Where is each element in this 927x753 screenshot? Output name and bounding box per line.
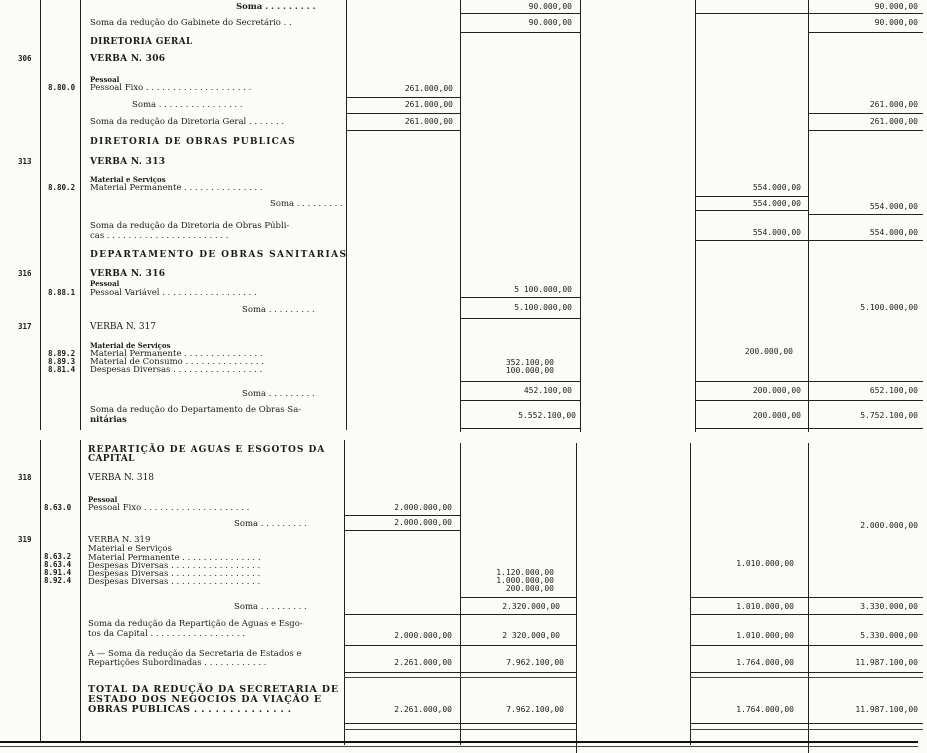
row-description: Pessoal Variável . . . . . . . . . . . . . . . . . . <box>90 288 257 298</box>
verba-heading: VERBA N. 319 <box>88 535 151 545</box>
cell-value: 554.000,00 <box>752 228 801 237</box>
row-description: Soma da redução da Repartição de Aguas e Esgo- <box>88 619 303 629</box>
cell-value: 554.000,00 <box>752 199 801 208</box>
cell-value: 100.000,00 <box>505 366 554 375</box>
grand-total-label-cont: OBRAS PUBLICAS . . . . . . . . . . . . . . <box>88 704 292 715</box>
row-soma-label: Soma . . . . . . . . . <box>242 305 315 315</box>
row-soma-label: Soma . . . . . . . . . <box>236 2 316 12</box>
row-description: Material Permanente . . . . . . . . . . . . . . . <box>88 553 261 563</box>
verba-number: 313 <box>18 157 32 166</box>
group-label: Material e Serviços <box>88 544 172 554</box>
cell-value: 90.000,00 <box>874 2 918 11</box>
row-description-cont: cas . . . . . . . . . . . . . . . . . . . . . . . <box>90 231 229 241</box>
item-code: 8.81.4 <box>48 365 76 374</box>
cell-value: 7.962.100,00 <box>506 658 564 667</box>
row-soma-label: Soma . . . . . . . . . <box>242 389 315 399</box>
cell-value: 3.330.000,00 <box>860 602 918 611</box>
row-description: A — Soma da redução da Secretaria de Estados e <box>88 649 302 659</box>
item-code: 8.89.2 <box>48 349 76 358</box>
item-code: 8.89.3 <box>48 357 76 366</box>
item-code: 8.80.0 <box>48 83 76 92</box>
cell-value: 11.987.100,00 <box>855 658 918 667</box>
row-description: Despesas Diversas . . . . . . . . . . . . . . . . . <box>88 569 261 579</box>
item-code: 8.91.4 <box>44 568 72 577</box>
cell-value: 7.962.100,00 <box>506 705 564 714</box>
cell-value: 2.000.000,00 <box>394 503 452 512</box>
cell-value: 554.000,00 <box>869 228 918 237</box>
cell-value: 5.752.100,00 <box>860 411 918 420</box>
row-description: Material de Consumo . . . . . . . . . . . . . . . <box>90 357 264 367</box>
cell-value: 200.000,00 <box>752 411 801 420</box>
cell-value: 554.000,00 <box>869 202 918 211</box>
cell-value: 2.320.000,00 <box>502 602 560 611</box>
verba-number: 318 <box>18 473 32 482</box>
row-soma-label: Soma . . . . . . . . . <box>270 199 343 209</box>
row-description: Pessoal Fixo . . . . . . . . . . . . . . . . . . . . <box>88 503 250 513</box>
cell-value: 1.120.000,00 <box>496 568 554 577</box>
cell-value: 5 100.000,00 <box>514 285 572 294</box>
row-soma-label: Soma . . . . . . . . . <box>234 519 307 529</box>
verba-heading: VERBA N. 313 <box>90 157 166 167</box>
row-description-cont: Repartições Subordinadas . . . . . . . . . . . . <box>88 658 267 668</box>
row-description-cont: nitárias <box>90 415 127 425</box>
row-description: Despesas Diversas . . . . . . . . . . . . . . . . . <box>88 577 261 587</box>
row-soma-label: Soma . . . . . . . . . . . . . . . . <box>132 100 243 110</box>
cell-value: 261.000,00 <box>404 100 453 109</box>
cell-value: 90.000,00 <box>528 2 572 11</box>
cell-value: 200.000,00 <box>752 386 801 395</box>
cell-value: 90.000,00 <box>874 18 918 27</box>
group-label: Pessoal <box>88 495 118 504</box>
cell-value: 452.100,00 <box>523 386 572 395</box>
verba-heading: VERBA N. 317 <box>90 322 157 332</box>
cell-value: 1.010.000,00 <box>736 602 794 611</box>
row-description: Pessoal Fixo . . . . . . . . . . . . . . . . . . . . <box>90 83 252 93</box>
grand-total-label: TOTAL DA REDUÇÃO DA SECRETARIA DE <box>88 684 339 695</box>
group-label: Pessoal <box>90 279 120 288</box>
row-description: Material Permanente . . . . . . . . . . . . . . . <box>90 183 263 193</box>
verba-heading: VERBA N. 306 <box>90 54 166 64</box>
cell-value: 200.000,00 <box>744 347 793 356</box>
cell-value: 1.000.000,00 <box>496 576 554 585</box>
row-description: Despesas Diversas . . . . . . . . . . . . . . . . . <box>88 561 261 571</box>
section-heading: DEPARTAMENTO DE OBRAS SANITARIAS <box>90 250 348 260</box>
cell-value: 2.261.000,00 <box>394 658 452 667</box>
group-label: Material e Serviços <box>90 175 166 184</box>
cell-value: 1.764.000,00 <box>736 705 794 714</box>
section-heading: DIRETORIA DE OBRAS PUBLICAS <box>90 137 296 147</box>
row-description: Soma da redução da Diretoria Geral . . . . . . . <box>90 117 285 127</box>
cell-value: 11.987.100,00 <box>855 705 918 714</box>
cell-value: 554.000,00 <box>752 183 801 192</box>
verba-heading: VERBA N. 318 <box>88 473 155 483</box>
cell-value: 90.000,00 <box>528 18 572 27</box>
cell-value: 1.010.000,00 <box>736 631 794 640</box>
row-description-cont: tos da Capital . . . . . . . . . . . . . . . . . . <box>88 629 246 639</box>
cell-value: 2.000.000,00 <box>394 631 452 640</box>
item-code: 8.80.2 <box>48 183 76 192</box>
item-code: 8.63.4 <box>44 560 72 569</box>
cell-value: 261.000,00 <box>404 84 453 93</box>
verba-number: 306 <box>18 54 32 63</box>
row-description: Soma da redução da Diretoria de Obras Públi- <box>90 221 290 231</box>
cell-value: 2 320.000,00 <box>502 631 560 640</box>
cell-value: 5.330.000,00 <box>860 631 918 640</box>
group-label: Material de Serviços <box>90 341 171 350</box>
row-description: Despesas Diversas . . . . . . . . . . . . . . . . . <box>90 365 263 375</box>
verba-number: 316 <box>18 269 32 278</box>
cell-value: 1.010.000,00 <box>736 559 794 568</box>
item-code: 8.63.2 <box>44 552 72 561</box>
cell-value: 652.100,00 <box>869 386 918 395</box>
cell-value: 5.100.000,00 <box>514 303 572 312</box>
cell-value: 200.000,00 <box>505 584 554 593</box>
verba-heading: VERBA N. 316 <box>90 269 166 279</box>
cell-value: 2.000.000,00 <box>394 518 452 527</box>
row-description: Soma da redução do Gabinete do Secretário . . <box>90 18 292 28</box>
cell-value: 1.764.000,00 <box>736 658 794 667</box>
section-heading: REPARTIÇÃO DE AGUAS E ESGOTOS DA <box>88 445 326 455</box>
cell-value: 352.100,00 <box>505 358 554 367</box>
cell-value: 2.000.000,00 <box>860 521 918 530</box>
cell-value: 2.261.000,00 <box>394 705 452 714</box>
verba-number: 319 <box>18 535 32 544</box>
cell-value: 5.100.000,00 <box>860 303 918 312</box>
cell-value: 261.000,00 <box>869 117 918 126</box>
row-soma-label: Soma . . . . . . . . . <box>234 602 307 612</box>
row-description: Material Permanente . . . . . . . . . . . . . . . <box>90 349 263 359</box>
grand-total-label-cont: ESTADO DOS NEGOCIOS DA VIAÇÃO E <box>88 694 322 705</box>
cell-value: 261.000,00 <box>869 100 918 109</box>
item-code: 8.92.4 <box>44 576 72 585</box>
row-description: Soma da redução do Departamento de Obras Sa- <box>90 405 302 415</box>
item-code: 8.63.0 <box>44 503 72 512</box>
group-label: Pessoal <box>90 75 120 84</box>
section-heading-cont: CAPITAL <box>88 454 135 464</box>
verba-number: 317 <box>18 322 32 331</box>
section-heading: DIRETORIA GERAL <box>90 37 193 47</box>
item-code: 8.88.1 <box>48 288 76 297</box>
cell-value: 261.000,00 <box>404 117 453 126</box>
cell-value: 5.552.100,00 <box>518 411 576 420</box>
